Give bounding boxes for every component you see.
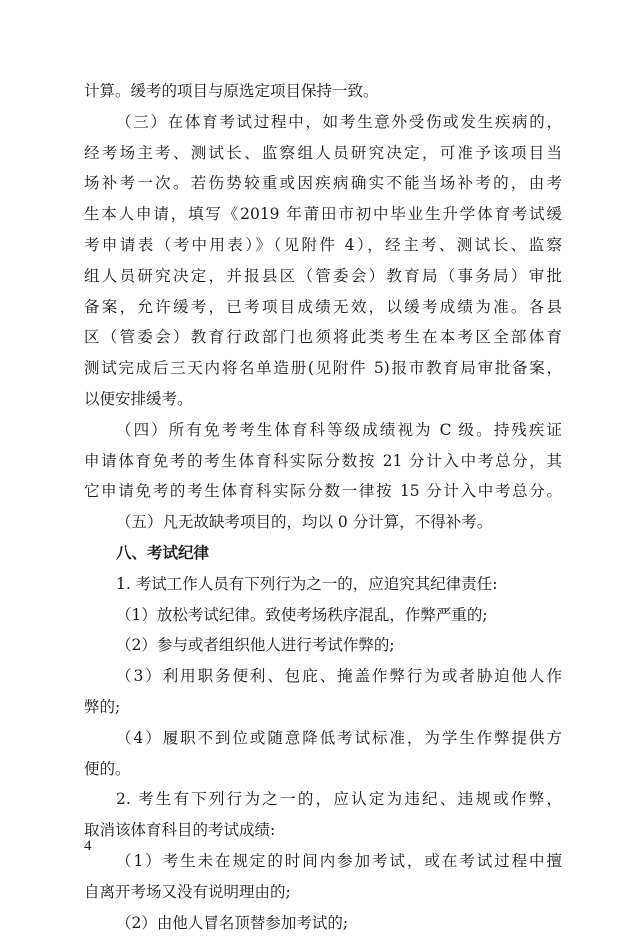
body-line: 2. 考生有下列行为之一的，应认定为违纪、违规或作弊， [116, 790, 562, 809]
body-line: 它申请免考的考生体育科实际分数一律按 15 分计入中考总分。 [84, 482, 562, 501]
body-line: 经考场主考、测试长、监察组人员研究决定，可准予该项目当 [84, 143, 562, 162]
body-line: 场补考一次。若伤势较重或因疾病确实不能当场补考的，由考 [84, 174, 562, 193]
body-line: 便的。 [84, 759, 131, 778]
body-line: （2）参与或者组织他人进行考试作弊的; [116, 636, 395, 655]
body-line: 组人员研究决定，并报县区（管委会）教育局（事务局）审批 [84, 266, 562, 285]
body-line: 区（管委会）教育行政部门也须将此类考生在本考区全部体育 [84, 328, 562, 347]
body-line: 取消该体育科目的考试成绩: [84, 821, 276, 840]
body-line: 以便安排缓考。 [84, 389, 193, 408]
body-line: （1）放松考试纪律。致使考场秩序混乱，作弊严重的; [116, 605, 488, 624]
body-line: （四）所有免考考生体育科等级成绩视为 C 级。持残疾证 [116, 420, 562, 439]
body-line: （3）利用职务便利、包庇、掩盖作弊行为或者胁迫他人作 [116, 667, 562, 686]
body-line: 生本人申请，填写《2019 年莆田市初中毕业生升学体育考试缓 [84, 205, 562, 224]
body-line: 弊的; [84, 697, 121, 716]
body-line: 自离开考场又没有说明理由的; [84, 882, 291, 901]
body-line: 1. 考试工作人员有下列行为之一的，应追究其纪律责任: [116, 574, 498, 593]
body-line: 考申请表（考中用表）》（见附件 4），经主考、测试长、监察 [84, 235, 562, 254]
body-line: （4）履职不到位或随意降低考试标准，为学生作弊提供方 [116, 728, 562, 747]
body-line: 计算。缓考的项目与原选定项目保持一致。 [84, 82, 379, 100]
document-body [84, 76, 562, 938]
body-line: （三）在体育考试过程中，如考生意外受伤或发生疾病的， [116, 112, 562, 131]
body-line: 备案，允许缓考，已考项目成绩无效，以缓考成绩为准。各县 [84, 297, 562, 316]
section-heading: 八、考试纪律 [116, 543, 210, 562]
body-line: 申请体育免考的考生体育科实际分数按 21 分计入中考总分，其 [84, 451, 562, 470]
body-line: （五）凡无故缺考项目的，均以 0 分计算，不得补考。 [116, 513, 493, 532]
body-line: 测试完成后三天内将名单造册(见附件 5)报市教育局审批备案， [84, 359, 562, 378]
body-line: （2）由他人冒名顶替参加考试的; [116, 913, 349, 932]
page-number: 4 [84, 838, 92, 854]
body-line: （1）考生未在规定的时间内参加考试，或在考试过程中擅 [116, 851, 562, 870]
